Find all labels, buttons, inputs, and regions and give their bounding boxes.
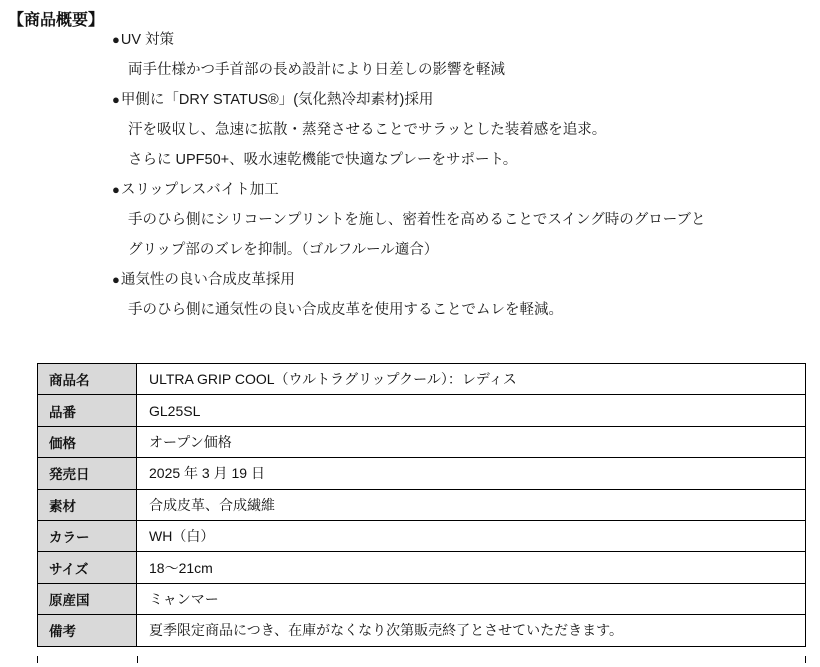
row-label: 原産国 — [38, 583, 137, 614]
table-row — [38, 458, 806, 489]
row-label: 発売日 — [38, 458, 137, 489]
table-row — [38, 489, 806, 520]
feature-list — [112, 25, 772, 325]
feature-title — [112, 85, 772, 115]
feature-line: 両手仕様かつ手首部の長め設計により日差しの影響を軽減 — [128, 62, 505, 78]
feature-title — [112, 25, 772, 55]
bullet-icon: ● — [112, 92, 120, 107]
feature-title-text: 甲側に「DRY STATUS®」(気化熱冷却素材)採用 — [120, 92, 434, 108]
feature-item — [112, 265, 772, 325]
row-value: 18～21cm — [137, 552, 806, 583]
row-label: 価格 — [38, 426, 137, 457]
table-row — [38, 520, 806, 551]
table-column-divider — [137, 656, 138, 663]
row-label: カラー — [38, 520, 137, 551]
bullet-icon: ● — [112, 272, 120, 287]
row-value: ミャンマー — [137, 583, 806, 614]
table-row — [38, 426, 806, 457]
row-label: 備考 — [38, 615, 137, 646]
feature-title-text: UV 対策 — [120, 32, 175, 48]
feature-line: 手のひら側にシリコーンプリントを施し、密着性を高めることでスイング時のグローブと — [128, 212, 706, 228]
table-cutoff-row — [37, 656, 806, 663]
feature-item — [112, 25, 772, 85]
table-row — [38, 615, 806, 646]
feature-line: さらに UPF50+、吸水速乾機能で快適なプレーをサポート。 — [128, 152, 518, 168]
bullet-icon: ● — [112, 182, 120, 197]
feature-item — [112, 175, 772, 265]
feature-line: 汗を吸収し、急速に拡散・蒸発させることでサラッとした装着感を追求。 — [128, 122, 607, 138]
bullet-icon: ● — [112, 32, 120, 47]
row-value: 2025 年 3 月 19 日 — [137, 458, 806, 489]
spec-table — [37, 363, 806, 647]
row-value: WH（白） — [137, 520, 806, 551]
row-value: ULTRA GRIP COOL（ウルトラグリップクール）：レディス — [137, 364, 806, 395]
row-value: GL25SL — [137, 395, 806, 426]
feature-title-text: スリップレスバイト加工 — [120, 182, 279, 198]
row-label: 品番 — [38, 395, 137, 426]
feature-title-text: 通気性の良い合成皮革採用 — [120, 272, 295, 288]
table-row — [38, 395, 806, 426]
table-row — [38, 364, 806, 395]
table-row — [38, 583, 806, 614]
feature-title — [112, 265, 772, 295]
feature-line: グリップ部のズレを抑制。（ゴルフルール適合） — [128, 242, 439, 258]
row-value: 夏季限定商品につき、在庫がなくなり次第販売終了とさせていただきます。 — [137, 615, 806, 646]
row-label: 素材 — [38, 489, 137, 520]
feature-title — [112, 175, 772, 205]
page-title: 【商品概要】 — [8, 12, 105, 29]
row-value: 合成皮革、合成繊維 — [137, 489, 806, 520]
row-label: 商品名 — [38, 364, 137, 395]
row-value: オープン価格 — [137, 426, 806, 457]
feature-line: 手のひら側に通気性の良い合成皮革を使用することでムレを軽減。 — [128, 302, 563, 318]
table-row — [38, 552, 806, 583]
feature-item — [112, 85, 772, 175]
row-label: サイズ — [38, 552, 137, 583]
